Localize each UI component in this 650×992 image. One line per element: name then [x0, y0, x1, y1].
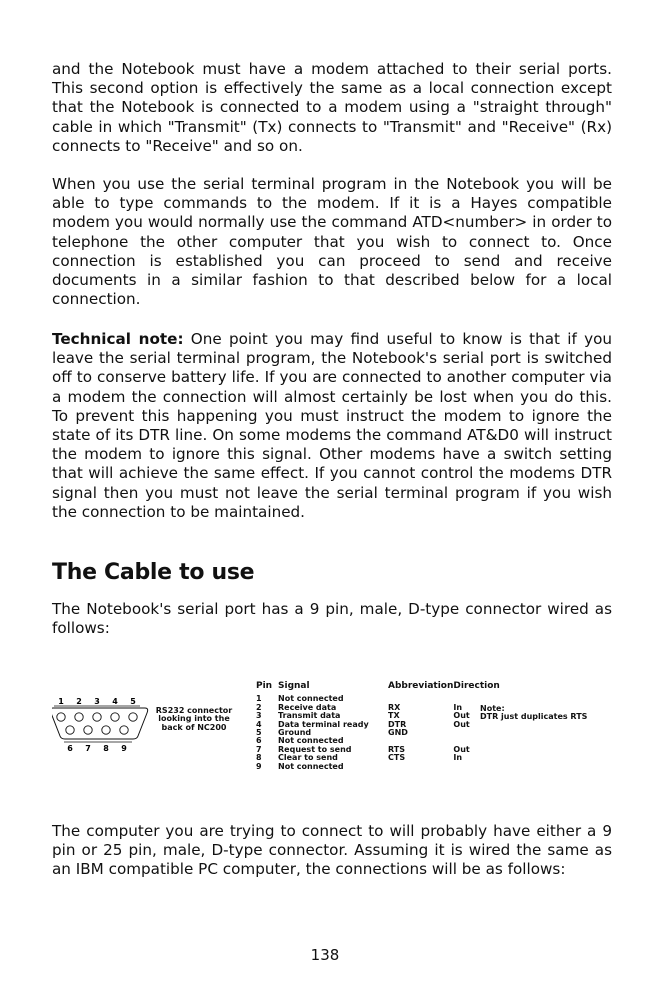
- connector-caption-line: RS232 connector: [155, 706, 233, 715]
- header-pin: Pin: [256, 681, 273, 691]
- pin-abbreviation: GND: [388, 728, 408, 738]
- connector-pin: [102, 726, 110, 734]
- connector-pin: [84, 726, 92, 734]
- pin-label-bottom: 8: [103, 744, 109, 753]
- pin-number: 5: [256, 728, 262, 738]
- page-number: 138: [310, 946, 340, 964]
- pin-label-bottom: 6: [67, 744, 73, 753]
- pin-number: 4: [256, 719, 262, 729]
- pin-number: 6: [256, 736, 262, 746]
- dtr-note: [480, 705, 587, 722]
- header-direction: Direction: [453, 681, 500, 691]
- pin-assignment-table: [256, 682, 500, 771]
- header-abbreviation: Abbreviation: [388, 681, 454, 691]
- paragraph-closing: The computer you are trying to connect to will probably have either a 9 pin or 25 pin, male, D-type connector. Assuming it is wired the same as an IBM compatible PC computer, the connections will be as follows:: [52, 822, 612, 879]
- paragraph-technical-note: [52, 330, 612, 522]
- pin-label-top: 4: [112, 697, 118, 706]
- pin-signal: Not connected: [278, 761, 344, 771]
- connector-pin: [66, 726, 74, 734]
- pin-label-bottom: 9: [121, 744, 127, 753]
- pin-signal: Transmit data: [278, 711, 341, 721]
- section-heading: The Cable to use: [52, 560, 255, 585]
- pin-signal: Not connected: [278, 694, 344, 704]
- connector-pin: [93, 713, 101, 721]
- pin-abbreviation: RTS: [388, 744, 406, 754]
- pin-label-top: 2: [76, 697, 82, 706]
- pin-number: 2: [256, 702, 262, 712]
- pin-direction: Out: [453, 744, 470, 754]
- technical-note-label: Technical note:: [52, 330, 184, 348]
- pin-direction: Out: [453, 711, 470, 721]
- pin-number: 8: [256, 753, 262, 763]
- pin-abbreviation: [388, 763, 453, 771]
- connector-caption: [148, 707, 240, 732]
- pin-label-top: 1: [58, 697, 64, 706]
- connector-caption-line: looking into the: [158, 714, 230, 724]
- paragraph-modem-intro: and the Notebook must have a modem attached to their serial ports. This second option is effectively the same as a local connection except that the Notebook is connected to a modem using a "straight through" cable in which "Transmit" (Tx) connects to "Transmit" and "Receive" (Rx) connects to "Receive" and so on.: [52, 60, 612, 155]
- pin-signal: Receive data: [278, 702, 337, 712]
- d-type-connector-diagram: [52, 682, 162, 762]
- pin-number: 1: [256, 694, 262, 704]
- table-header-row: [256, 682, 500, 695]
- pin-signal: Ground: [278, 728, 312, 738]
- paragraph-serial-terminal: When you use the serial terminal program in the Notebook you will be able to type commands to the modem. If it is a Hayes compatible modem you would normally use the command ATD<number> in order to telephone the other computer that you wish to connect to. Once connection is established you can proceed to send and receive documents in a similar fashion to that described below for a local connection.: [52, 175, 612, 309]
- pin-direction: Out: [453, 719, 470, 729]
- pin-direction: In: [453, 702, 463, 712]
- connector-pin: [75, 713, 83, 721]
- pin-direction: In: [453, 753, 463, 763]
- pin-number: 7: [256, 744, 262, 754]
- header-signal: Signal: [278, 681, 310, 691]
- pin-label-bottom: 7: [85, 744, 91, 753]
- pin-abbreviation: DTR: [388, 719, 407, 729]
- technical-note-text: One point you may find useful to know is that if you leave the serial terminal program, the Notebook's serial port is switched off to conserve battery life. If you are connected to another computer via a modem the connection will almost certainly be lost when you do this. To prevent this happening you must instruct the modem to ignore the state of its DTR line. On some modems the command AT&D0 will instruct the modem to ignore this signal. Other modems have a switch setting that will achieve the same effect. If you cannot control the modems DTR signal then you must not leave the serial terminal program if you wish the connection to be maintained.: [52, 330, 612, 521]
- pin-direction: [453, 729, 499, 737]
- connector-pin: [111, 713, 119, 721]
- note-text: DTR just duplicates RTS: [480, 712, 588, 722]
- pin-abbreviation: CTS: [388, 753, 406, 763]
- pin-signal: Data terminal ready: [278, 719, 369, 729]
- connector-caption-line: back of NC200: [161, 722, 227, 732]
- pin-label-top: 3: [94, 697, 100, 706]
- paragraph-connector-intro: The Notebook's serial port has a 9 pin, male, D-type connector wired as follows:: [52, 600, 612, 638]
- table-row: [256, 763, 500, 771]
- pin-signal: Clear to send: [278, 753, 338, 763]
- pin-signal: Not connected: [278, 736, 344, 746]
- pin-signal: Request to send: [278, 744, 352, 754]
- note-label: Note:: [480, 704, 505, 713]
- connector-pin: [57, 713, 65, 721]
- pin-label-top: 5: [130, 697, 136, 706]
- connector-pin: [129, 713, 137, 721]
- pin-abbreviation: TX: [388, 711, 400, 721]
- pin-number: 9: [256, 761, 262, 771]
- connector-pin: [120, 726, 128, 734]
- pin-direction: [453, 763, 499, 771]
- pin-number: 3: [256, 711, 262, 721]
- pin-abbreviation: RX: [388, 702, 401, 712]
